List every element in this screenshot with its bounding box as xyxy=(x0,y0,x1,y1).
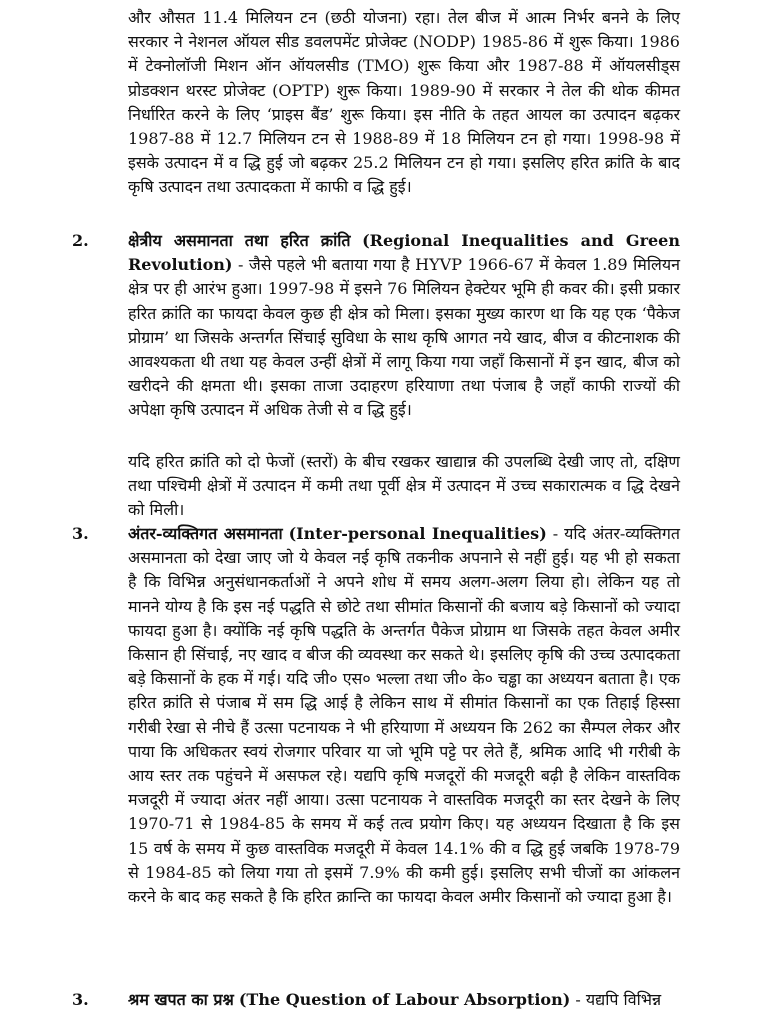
section-labour-absorption xyxy=(128,988,680,1022)
section-heading-english: (Inter-personal Inequalities) xyxy=(288,524,547,543)
section-number: 3. xyxy=(72,990,89,1009)
section-regional-inequalities xyxy=(128,229,680,423)
section-heading-english: (Regional Inequalities and Green Revolution) xyxy=(128,231,680,275)
section-interpersonal-inequalities xyxy=(128,522,680,909)
section-body: - यदि अंतर-व्यक्तिगत असमानता को देखा जाए जो ये केवल नई कृषि तकनीक अपनाने से नहीं हुई। यह भी हो सकता है कि विभिन्न अनुसंधानकर्ताओं ने अपने शोध में समय अलग-अलग लिया हो। लेकिन यह तो मानने योग्य है कि इस नई पद्धति से छोटे तथा सीमांत किसानों की बजाय बड़े किसानों को ज्यादा फायदा हुआ है। क्योंकि नई कृषि पद्धति के अन्तर्गत पैकेज प्रोग्राम था जिसके तहत केवल अमीर किसान ही सिंचाई, नए खाद व बीज की व्यवस्था कर सकते थे। इसलिए कृषि की उच्च उत्पादकता बड़े किसानों के हक में गई। यदि जी० एस० भल्ला तथा जी० के० चड्ढा का अध्ययन बताता है। एक हरित क्रांति से पंजाब में सम द्धि आई है लेकिन साथ में सीमांत किसानों का एक तिहाई हिस्सा गरीबी रेखा से नीचे हैं उत्सा पटनायक ने भी हरियाणा में अध्ययन कि 262 का सैम्पल लेकर और पाया कि अधिकतर स्वयं रोजगार परिवार या जो भूमि पट्टे पर लेते हैं, श्रमिक आदि भी गरीबी के आय स्तर तक पहुंचने में असफल रहे। यद्यपि कृषि मजदूरों की मजदूरी बढ़ी है लेकिन वास्तविक मजदूरी में ज्यादा अंतर नहीं आया। उत्सा पटनायक ने वास्तविक मजदूरी का स्तर देखने के लिए 1970-71 से 1984-85 के समय में कई तत्व प्रयोग किए। यह अध्ययन दिखाता है कि इस 15 वर्ष के समय में कुछ वास्तविक मजदूरी में केवल 14.1% की व द्धि हुई जबकि 1978-79 से 1984-85 को लिया गया तो इसमें 7.9% की कमी हुई। इसलिए सभी चीजों का आंकलन करने के बाद कह सकते है कि हरित क्रान्ति का फायदा केवल अमीर किसानों को ज्यादा हुआ है। xyxy=(128,524,680,907)
section-heading: क्षेत्रीय असमानता तथा हरित क्रांति xyxy=(128,231,351,250)
section-number: 3. xyxy=(72,524,89,543)
section-heading: अंतर-व्यक्तिगत असमानता xyxy=(128,524,283,543)
section-number: 2. xyxy=(72,231,89,250)
section-body: - यद्यपि विभिन्न xyxy=(570,990,662,1009)
section-heading-english: (The Question of Labour Absorption) xyxy=(238,990,571,1009)
intro-paragraph: और औसत 11.4 मिलियन टन (छठी योजना) रहा। तेल बीज में आत्म निर्भर बनने के लिए सरकार ने नेशनल ऑयल सीड डवलपमेंट प्रोजेक्ट (NODP) 1985-86 में शुरू किया। 1986 में टेक्नोलॉजी मिशन ऑन ऑयलसीड (TMO) शुरू किया और 1987-88 में ऑयलसीड्स प्रोडक्शन थरस्ट प्रोजेक्ट (OPTP) शुरू किया। 1989-90 में सरकार ने तेल की थोक कीमत निर्धारित करने के लिए ‘प्राइस बैंड’ शुरू किया। इस नीति के तहत आयल का उत्पादन बढ़कर 1987-88 में 12.7 मिलियन टन से 1988-89 में 18 मिलियन टन हो गया। 1998-98 में इसके उत्पादन में व द्धि हुई जो बढ़कर 25.2 मिलियन टन हो गया। इसलिए हरित क्रांति के बाद कृषि उत्पादन तथा उत्पादकता में काफी व द्धि हुई। xyxy=(128,8,680,197)
section-body-continued: यदि हरित क्रांति को दो फेजों (स्तरों) के बीच रखकर खाद्यान्न की उपलब्धि देखी जाए तो, दक्षिण तथा पश्चिमी क्षेत्रों में उत्पादन में कमी तथा पूर्वी क्षेत्र में उत्पादन में उच्च सकारात्मक व द्धि देखने को मिली। xyxy=(128,452,680,520)
section-body: - जैसे पहले भी बताया गया है HYVP 1966-67 में केवल 1.89 मिलियन क्षेत्र पर ही आरंभ हुआ। 1997-98 में इसने 76 मिलियन हेक्टेयर भूमि ही कवर की। इसी प्रकार हरित क्रांति का फायदा केवल कुछ ही क्षेत्र को मिला। इसका मुख्य कारण था कि यह एक ‘पैकेज प्रोग्राम’ था जिसके अन्तर्गत सिंचाई सुविधा के साथ कृषि आगत नये खाद, बीज व कीटनाशक की आवश्यकता थी तथा यह केवल उन्हीं क्षेत्रों में लागू किया गया जहाँ किसानों में इन खाद, बीज को खरीदने की क्षमता थी। इसका ताजा उदाहरण हरियाणा तथा पंजाब है जहाँ काफी राज्यों की अपेक्षा कृषि उत्पादन में अधिक तेजी से व द्धि हुई। xyxy=(128,255,680,420)
section-heading: श्रम खपत का प्रश्न xyxy=(128,990,234,1009)
